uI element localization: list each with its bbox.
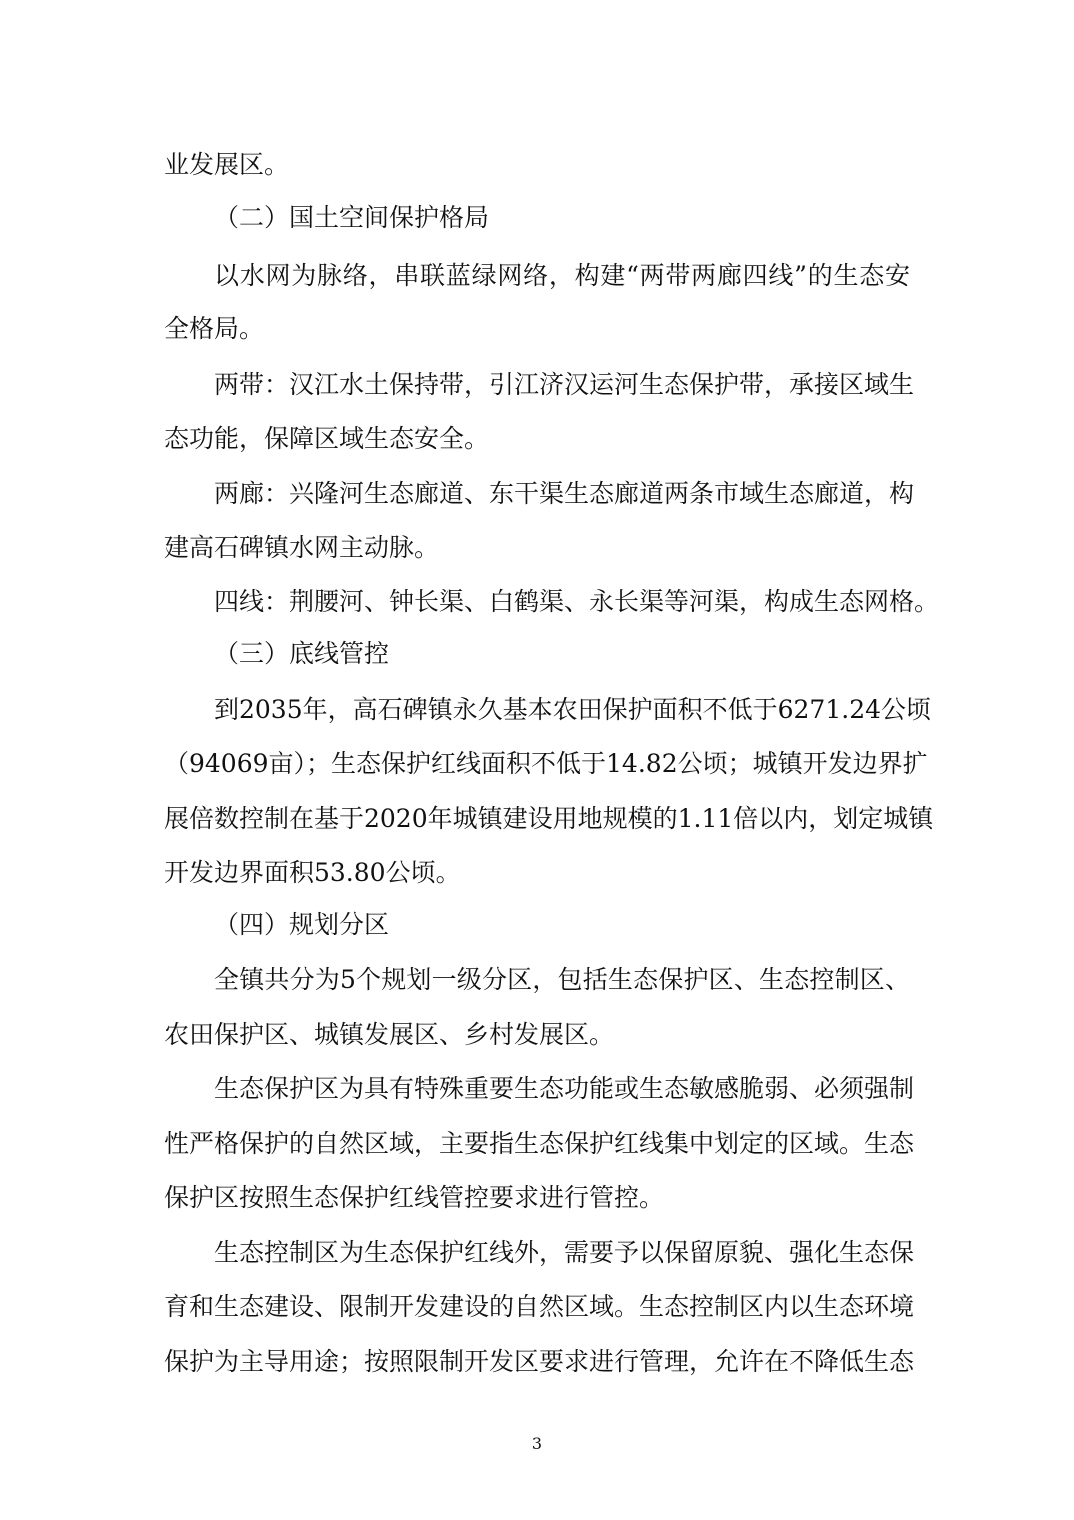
text-line: 以水网为脉络，串联蓝绿网络，构建“两带两廊四线”的生态安 [214, 261, 910, 290]
text-line: 育和生态建设、限制开发建设的自然区域。生态控制区内以生态环境 [164, 1292, 915, 1321]
text-line: 保护为主导用途；按照限制开发区要求进行管理，允许在不降低生态 [164, 1347, 915, 1376]
text-line: 性严格保护的自然区域，主要指生态保护红线集中划定的区域。生态 [164, 1129, 915, 1158]
page-number: 3 [531, 1434, 543, 1453]
text-line: 四线：荆腰河、钟长渠、白鹤渠、永长渠等河渠，构成生态网格。 [214, 587, 940, 616]
section-heading: （四）规划分区 [214, 910, 390, 939]
text-line: 建高石碑镇水网主动脉。 [164, 533, 440, 562]
text-line: 保护区按照生态保护红线管控要求进行管控。 [164, 1183, 665, 1212]
text-line: 业发展区。 [164, 150, 290, 179]
text-line: 全格局。 [164, 314, 265, 343]
section-heading: （三）底线管控 [214, 639, 390, 668]
text-line: 两带：汉江水土保持带，引江济汉运河生态保护带，承接区域生 [214, 370, 915, 399]
text-line: 开发边界面积53.80公顷。 [164, 858, 461, 887]
text-line: 到2035年，高石碑镇永久基本农田保护面积不低于6271.24公顷 [214, 695, 932, 724]
text-line: 农田保护区、城镇发展区、乡村发展区。 [164, 1020, 615, 1049]
text-line: 展倍数控制在基于2020年城镇建设用地规模的1.11倍以内，划定城镇 [164, 804, 934, 833]
text-line: 生态保护区为具有特殊重要生态功能或生态敏感脆弱、必须强制 [214, 1074, 915, 1103]
section-heading: （二）国土空间保护格局 [214, 203, 490, 232]
text-line: 生态控制区为生态保护红线外，需要予以保留原貌、强化生态保 [214, 1238, 915, 1267]
text-line: 态功能，保障区域生态安全。 [164, 424, 490, 453]
text-line: （94069亩）；生态保护红线面积不低于14.82公顷；城镇开发边界扩 [164, 749, 928, 778]
text-line: 两廊：兴隆河生态廊道、东干渠生态廊道两条市域生态廊道，构 [214, 479, 915, 508]
text-line: 全镇共分为5个规划一级分区，包括生态保护区、生态控制区、 [214, 965, 910, 994]
